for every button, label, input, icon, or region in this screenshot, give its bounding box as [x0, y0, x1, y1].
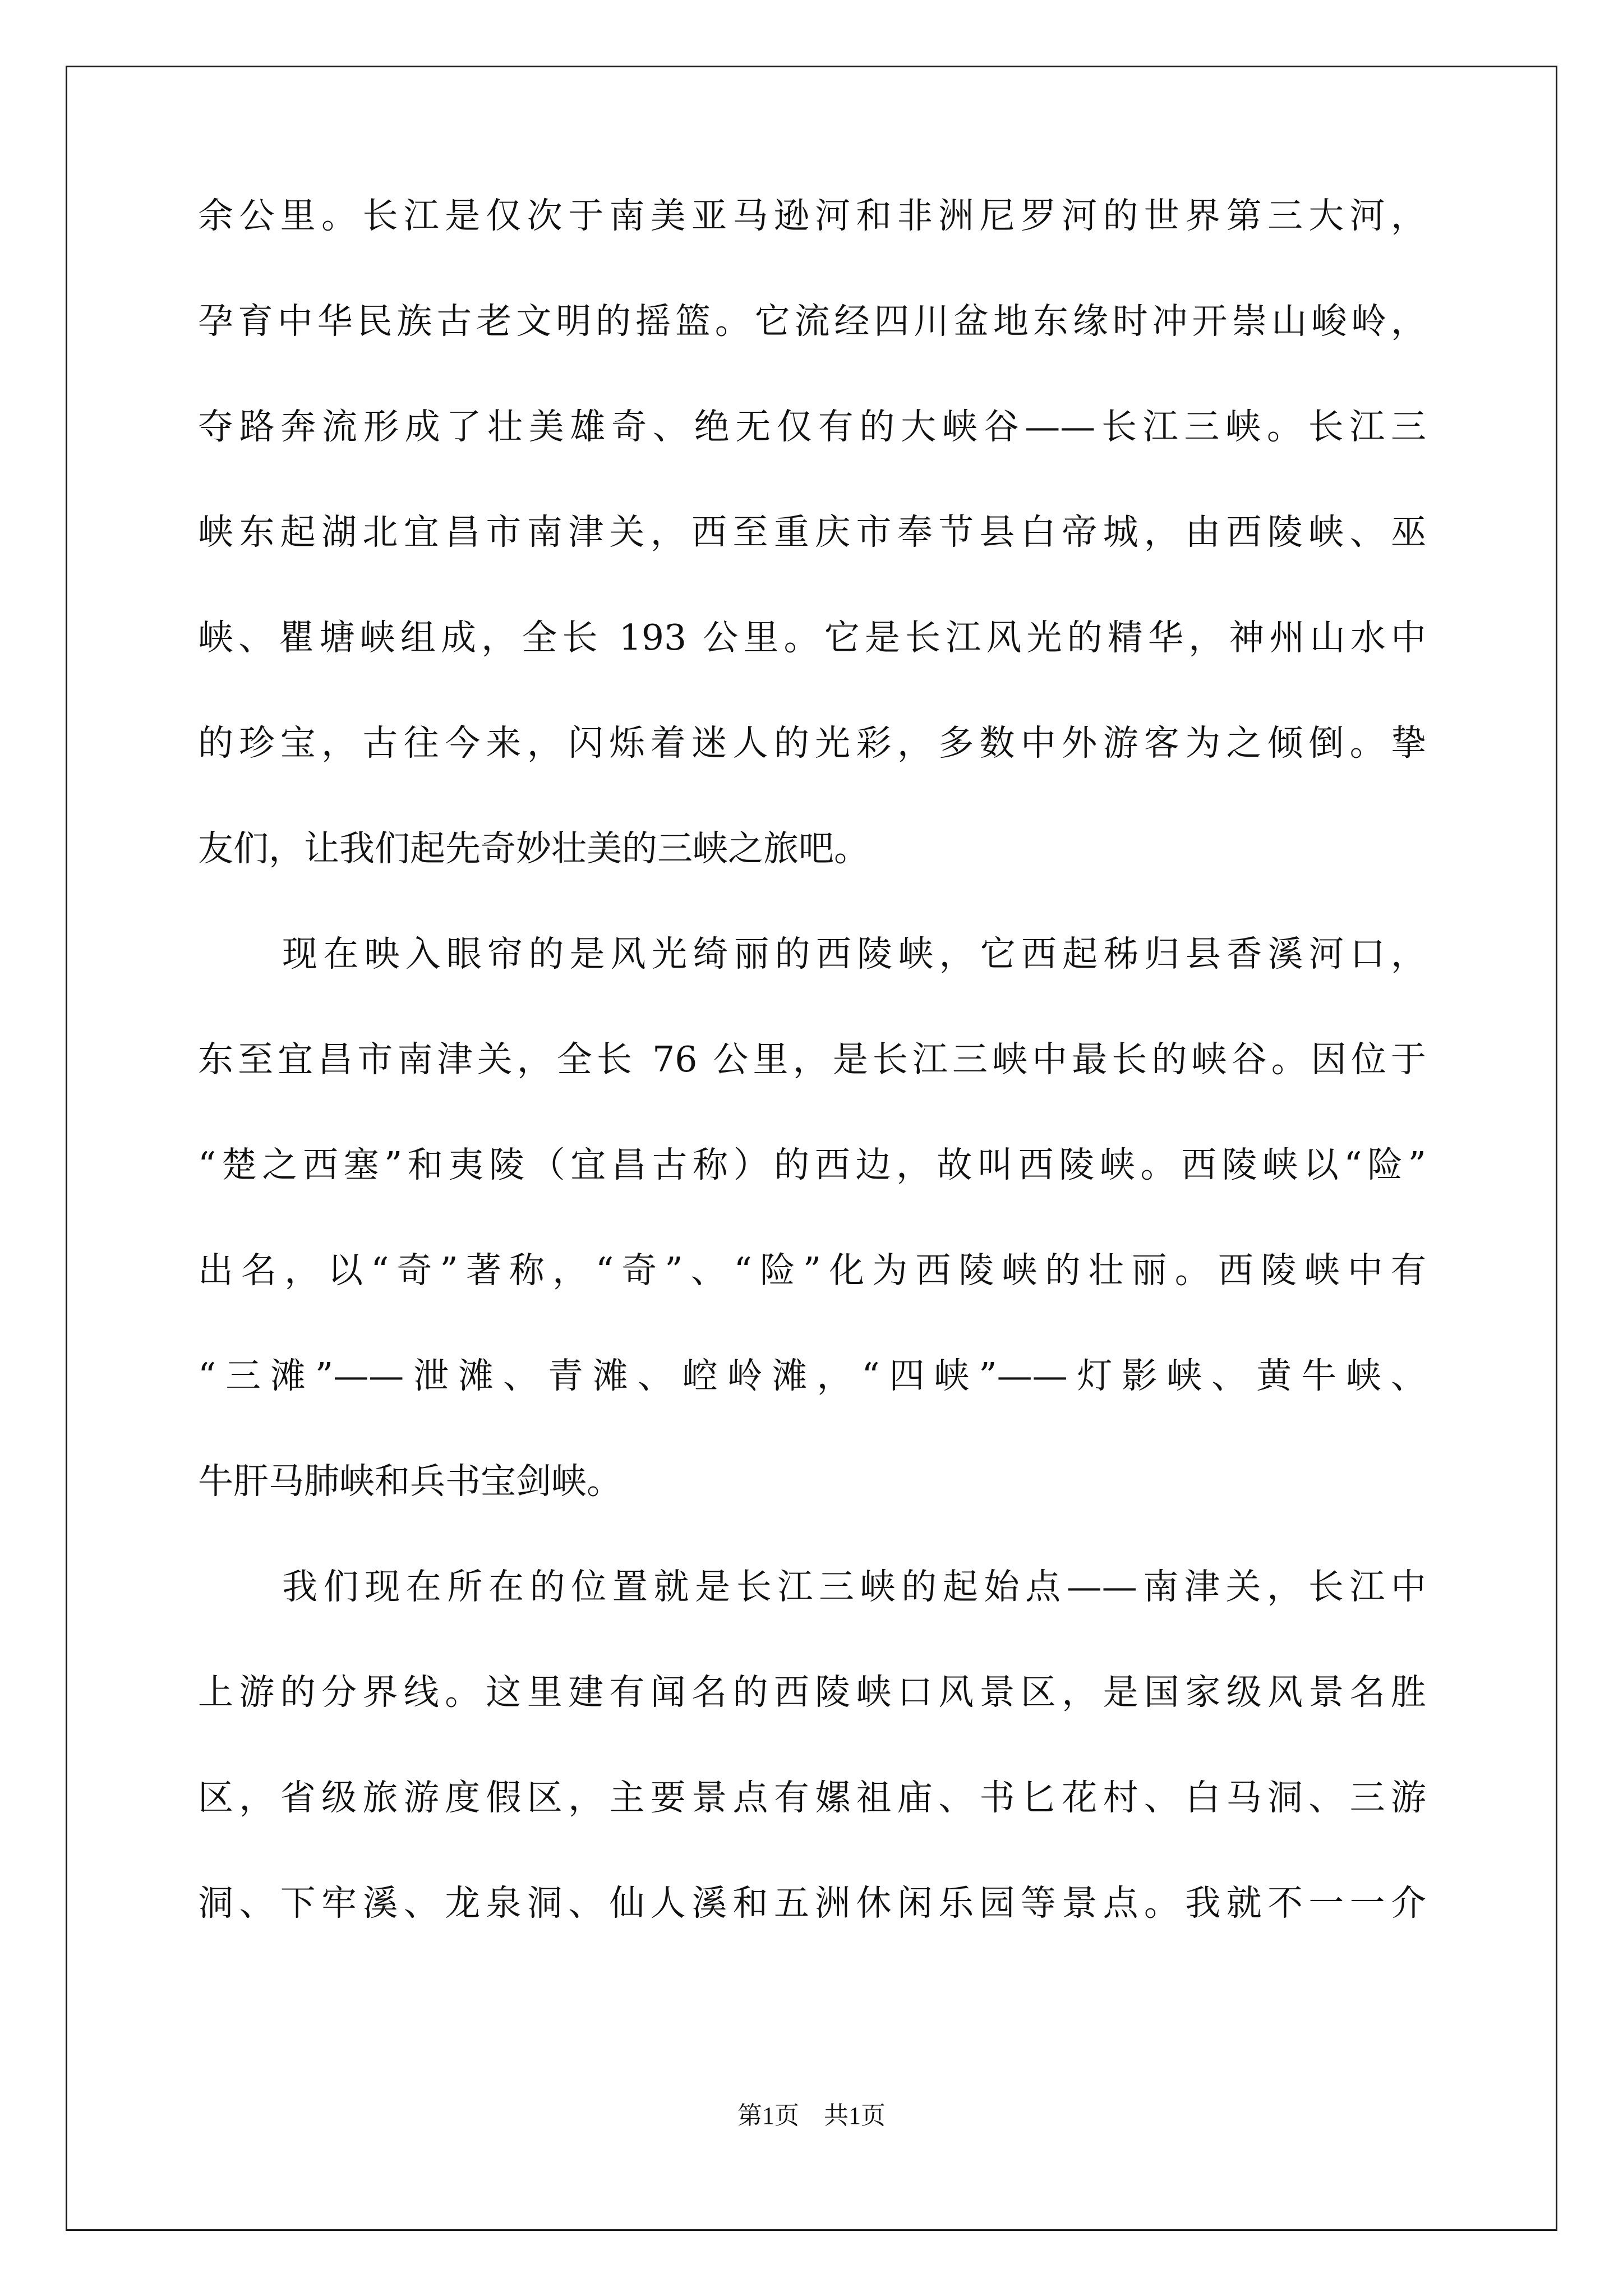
paragraph-2-line-2: 东至宜昌市南津关，全长 76 公里，是长江三峡中最长的峡谷。因位于	[198, 1039, 1426, 1080]
paragraph-1-line-6: 的珍宝，古往今来，闪烁着迷人的光彩，多数中外游客为之倾倒。挚	[198, 723, 1426, 763]
paragraph-3-line-3: 区，省级旅游度假区，主要景点有嫘祖庙、书匕花村、白马洞、三游	[198, 1777, 1426, 1818]
paragraph-2-line-6: 牛肝马肺峡和兵书宝剑峡。	[198, 1461, 622, 1502]
paragraph-1-line-5: 峡、瞿塘峡组成，全长 193 公里。它是长江风光的精华，神州山水中	[198, 617, 1426, 658]
paragraph-2-line-3: “楚之西塞”和夷陵（宜昌古称）的西边，故叫西陵峡。西陵峡以“险”	[198, 1144, 1426, 1185]
paragraph-2-line-5: “三滩”——泄滩、青滩、崆岭滩，“四峡”——灯影峡、黄牛峡、	[198, 1355, 1426, 1396]
paragraph-3-line-4: 洞、下牢溪、龙泉洞、仙人溪和五洲休闲乐园等景点。我就不一一介	[198, 1883, 1426, 1924]
paragraph-3-line-2: 上游的分界线。这里建有闻名的西陵峡口风景区，是国家级风景名胜	[198, 1672, 1426, 1713]
paragraph-1-line-2: 孕育中华民族古老文明的摇篮。它流经四川盆地东缘时冲开崇山峻岭，	[198, 301, 1426, 342]
paragraph-2-line-4: 出名，以“奇”著称，“奇”、“险”化为西陵峡的壮丽。西陵峡中有	[198, 1250, 1426, 1291]
paragraph-1-line-3: 夺路奔流形成了壮美雄奇、绝无仅有的大峡谷——长江三峡。长江三	[198, 406, 1426, 447]
paragraph-3-line-1: 我们现在所在的位置就是长江三峡的起始点——南津关，长江中	[282, 1566, 1426, 1607]
paragraph-1-line-1: 余公里。长江是仅次于南美亚马逊河和非洲尼罗河的世界第三大河，	[198, 195, 1426, 236]
paragraph-1-line-7: 友们，让我们起先奇妙壮美的三峡之旅吧。	[198, 828, 869, 869]
paragraph-1-line-4: 峡东起湖北宜昌市南津关，西至重庆市奉节县白帝城，由西陵峡、巫	[198, 512, 1426, 553]
paragraph-2-line-1: 现在映入眼帘的是风光绮丽的西陵峡，它西起秭归县香溪河口，	[282, 933, 1426, 974]
page-number: 第1页 共1页	[737, 2102, 886, 2129]
